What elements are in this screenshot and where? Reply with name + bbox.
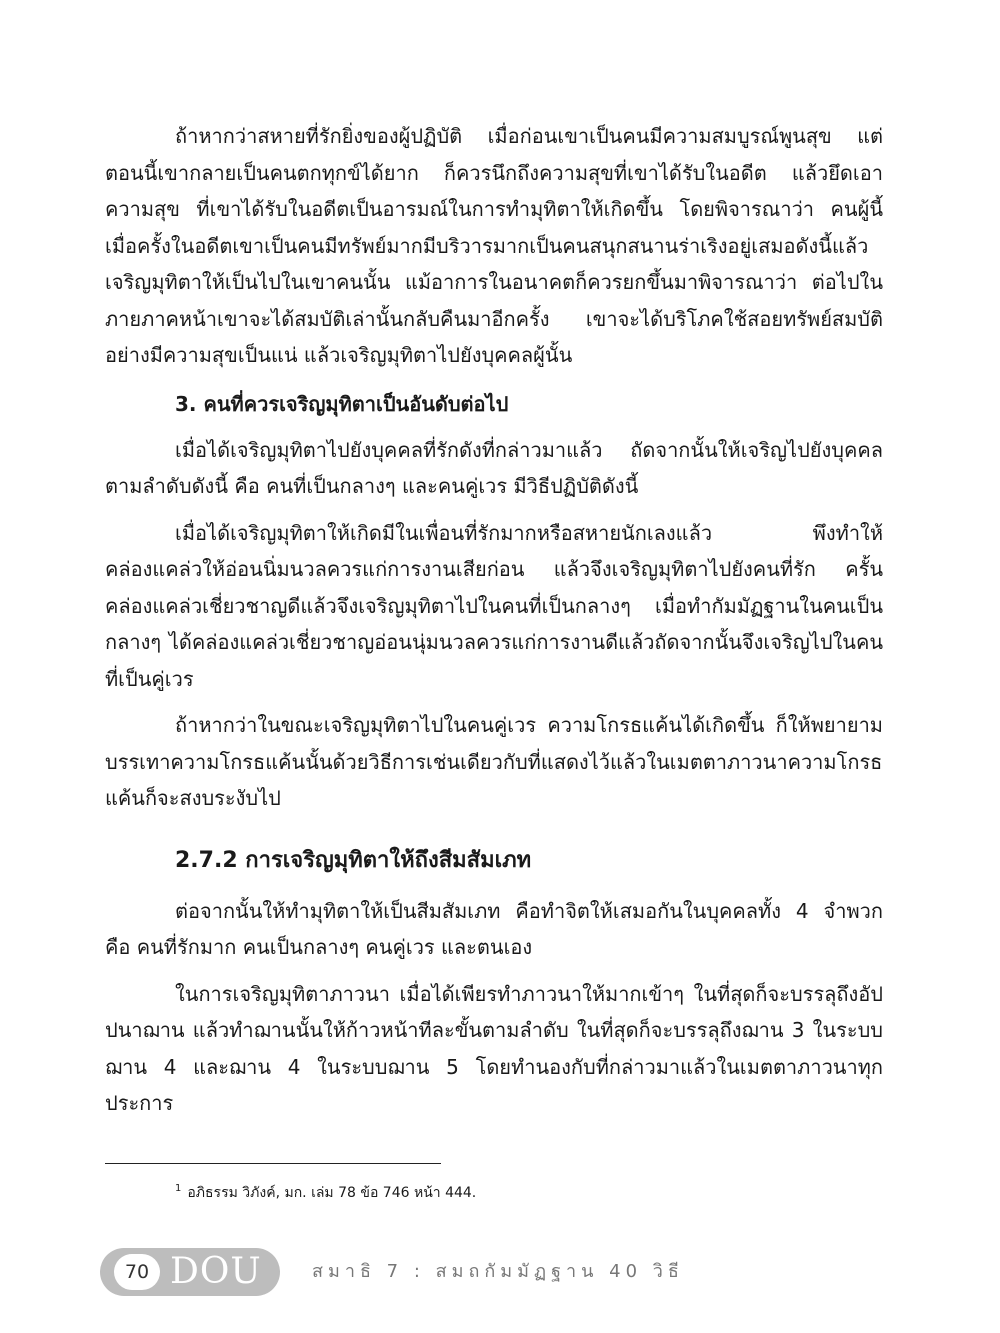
brand-logo: DOU [170, 1251, 262, 1292]
paragraph: เมื่อได้เจริญมุทิตาให้เกิดมีในเพื่อนที่รักมากหรือสหายนักเลงแล้ว พึงทำให้คล่องแคล่วให้อ่อนนิ่มนวลควรแก่การงานเสียก่อน แล้วจึงเจริญมุทิตาไปยังคนที่รัก ครั้นคล่องแคล่วเชี่ยวชาญดีแล้วจึงเจริญมุทิตาไปในคนที่เป็นกลางๆ เมื่อทำกัมมัฏฐานในคนเป็นกลางๆ ได้คล่องแคล่วเชี่ยวชาญอ่อนนุ่มนวลควรแก่การงานดีแล้วถัดจากนั้นจึงเจริญไปในคนที่เป็นคู่เวร [105, 520, 883, 691]
footer-badge [100, 1248, 280, 1296]
running-footer-title: สมาธิ 7 : สมถกัมมัฏฐาน 40 วิธี [312, 1261, 684, 1282]
paragraph: เมื่อได้เจริญมุทิตาไปยังบุคคลที่รักดังที่กล่าวมาแล้ว ถัดจากนั้นให้เจริญไปยังบุคคลตามลำดับดังนี้ คือ คนที่เป็นกลางๆ และคนคู่เวร มีวิธีปฏิบัติดังนี้ [105, 437, 883, 498]
footnote-text: อภิธรรม วิภังค์, มก. เล่ม 78 ข้อ 746 หน้า 444. [187, 1185, 477, 1201]
footnote [175, 1182, 476, 1206]
footnote-divider [105, 1163, 441, 1164]
paragraph: ต่อจากนั้นให้ทำมุทิตาให้เป็นสีมสัมเภท คือทำจิตให้เสมอกันในบุคคลทั้ง 4 จำพวก คือ คนที่รักมาก คนเป็นกลางๆ คนคู่เวร และตนเอง [105, 898, 883, 959]
paragraph: ถ้าหากว่าสหายที่รักยิ่งของผู้ปฏิบัติ เมื่อก่อนเขาเป็นคนมีความสมบูรณ์พูนสุข แต่ตอนนี้เขากลายเป็นคนตกทุกข์ได้ยาก ก็ควรนึกถึงความสุขที่เขาได้รับในอดีต แล้วยึดเอาความสุข ที่เขาได้รับในอดีตเป็นอารมณ์ในการทำมุทิตาให้เกิดขึ้น โดยพิจารณาว่า คนผู้นี้เมื่อครั้งในอดีตเขาเป็นคนมีทรัพย์มากมีบริวารมากเป็นคนสนุกสนานร่าเริงอยู่เสมอดังนี้แล้วเจริญมุทิตาให้เป็นไปในเขาคนนั้น แม้อาการในอนาคตก็ควรยกขึ้นมาพิจารณาว่า ต่อไปในภายภาคหน้าเขาจะได้สมบัติเล่านั้นกลับคืนมาอีกครั้ง เขาจะได้บริโภคใช้สอยทรัพย์สมบัติอย่างมีความสุขเป็นแน่ แล้วเจริญมุทิตาไปยังบุคคลผู้นั้น [105, 124, 883, 367]
paragraph: ในการเจริญมุทิตาภาวนา เมื่อได้เพียรทำภาวนาให้มากเข้าๆ ในที่สุดก็จะบรรลุถึงอัปปนาฌาน แล้วทำฌานนั้นให้ก้าวหน้าทีละขั้นตามลำดับ ในที่สุดก็จะบรรลุถึงฌาน 3 ในระบบฌาน 4 และฌาน 4 ในระบบฌาน 5 โดยทำนองกับที่กล่าวมาแล้วในเมตตาภาวนาทุกประการ [105, 981, 883, 1115]
paragraph: ถ้าหากว่าในขณะเจริญมุทิตาไปในคนคู่เวร ความโกรธแค้นได้เกิดขึ้น ก็ให้พยายามบรรเทาความโกรธแค้นนั้นด้วยวิธีการเช่นเดียวกับที่แสดงไว้แล้วในเมตตาภาวนาความโกรธแค้นก็จะสงบระงับไป [105, 713, 883, 810]
subsection-heading: 2.7.2 การเจริญมุทิตาให้ถึงสีมสัมเภท [175, 847, 532, 873]
page-number: 70 [114, 1254, 160, 1290]
body-text [105, 118, 883, 1122]
section-heading: 3. คนที่ควรเจริญมุทิตาเป็นอันดับต่อไป [175, 391, 509, 416]
footnote-marker: 1 [175, 1183, 182, 1194]
